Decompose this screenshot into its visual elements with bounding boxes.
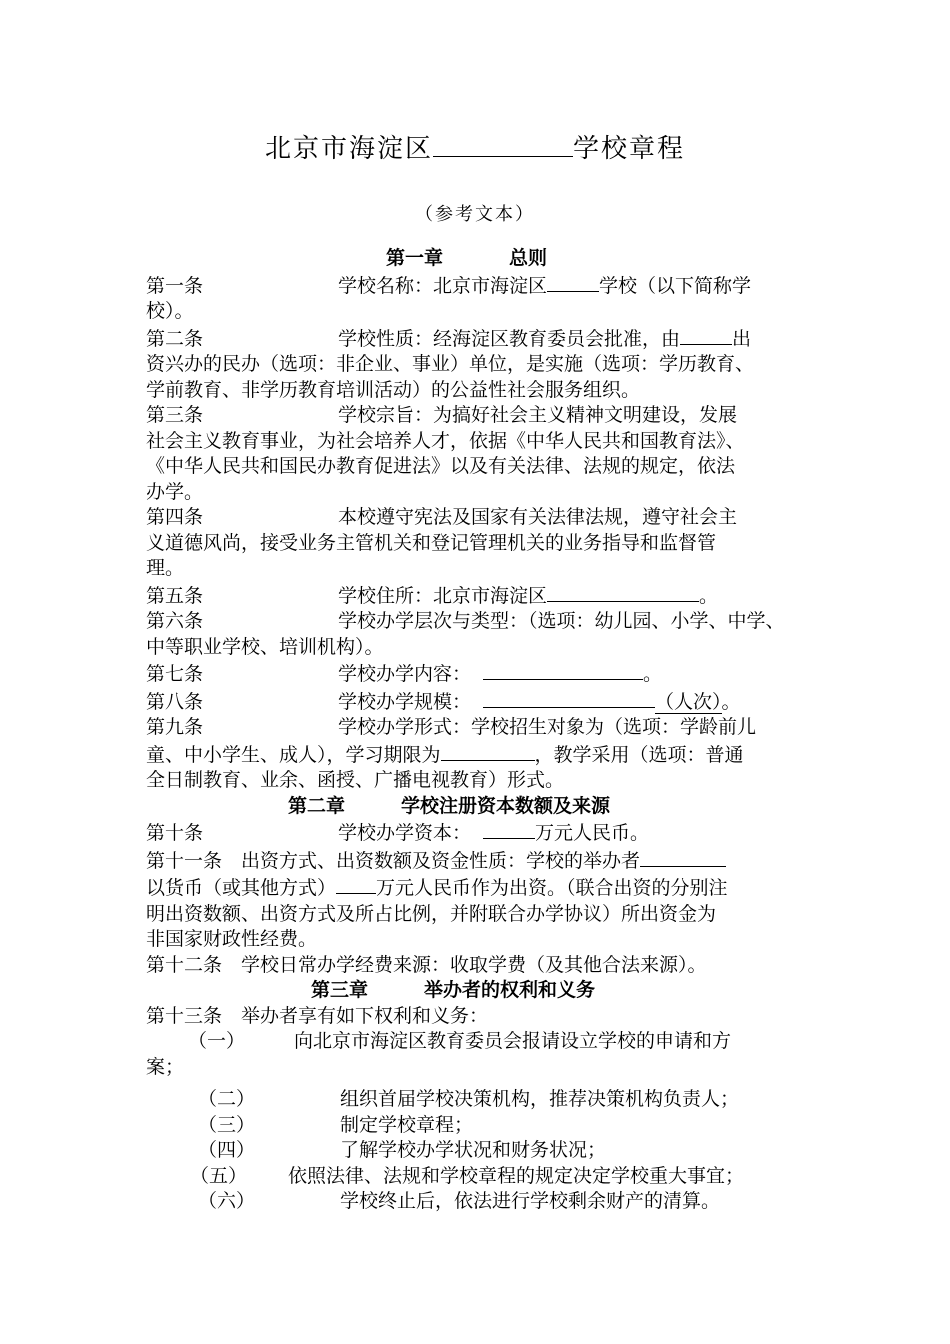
title-suffix: 学校章程 [573, 134, 686, 164]
article-10-text: 学校办学资本： [338, 822, 472, 844]
article-11-text-2b: 万元人民币作为出资。（联合出资的分别注 [376, 877, 728, 899]
article-1-text: 学校名称：北京市海淀区 [338, 274, 548, 297]
title-prefix: 北京市海淀区 [264, 134, 433, 164]
article-11-text-2a: 以货币（或其他方式） [146, 877, 337, 899]
item-text: 学校终止后，依法进行学校剩余财产的清算。 [340, 1190, 721, 1212]
article-9 [146, 715, 811, 741]
article-4 [146, 505, 811, 531]
address-blank [547, 582, 699, 602]
article-2-label: 第二条 [146, 327, 204, 350]
document-subtitle: （参考文本） [415, 204, 535, 225]
article-8-text: 学校办学规模： [338, 690, 472, 713]
article-9-text: 学校办学形式：学校招生对象为（选项：学龄前儿 [338, 716, 757, 738]
article-2-line-2: 资兴办的民办（选项：非企业、事业）单位，是实施（选项：学历教育、 [146, 353, 755, 375]
chapter-1-number: 第一章 [386, 247, 444, 269]
item-number: （四） [198, 1139, 256, 1161]
article-10 [146, 819, 811, 847]
article-3-line-3: 《中华人民共和国民办教育促进法》以及有关法律、法规的规定，依法 [146, 455, 736, 477]
article-11-line-3: 明出资数额、出资方式及所占比例，并附联合办学协议）所出资金为 [146, 902, 717, 925]
sponsor-blank [640, 847, 726, 867]
article-11-line-2 [146, 874, 811, 902]
article-3-line-2: 社会主义教育事业，为社会培养人才，依据《中华人民共和国教育法》、 [146, 429, 745, 452]
scale-blank [483, 688, 655, 708]
article-4-label: 第四条 [146, 506, 204, 528]
item-number: （五） [190, 1164, 248, 1187]
article-7 [146, 660, 811, 688]
article-1-line-2: 校）。 [146, 300, 194, 322]
chapter-3-heading [146, 978, 811, 1004]
article-13: 第十三条 举办者享有如下权利和义务： [146, 1004, 489, 1027]
article-2-text: 学校性质：经海淀区教育委员会批准，由 [338, 327, 681, 350]
chapter-2-name: 学校注册资本数额及来源 [401, 794, 611, 817]
scale-unit: （人次） [655, 690, 722, 713]
article-9-line-3: 全日制教育、业余、函授、广播电视教育）形式。 [146, 769, 565, 791]
article-4-line-3: 理。 [146, 557, 185, 579]
item-text: 了解学校办学状况和财务状况； [340, 1139, 607, 1161]
article-13-item-6 [146, 1189, 811, 1215]
article-9-text-2b: ，教学采用（选项：普通 [534, 743, 744, 766]
article-9-label: 第九条 [146, 716, 204, 738]
article-1-text-cont: 学校（以下简称学 [599, 274, 752, 297]
article-1-label: 第一条 [146, 274, 204, 297]
article-8-end: 。 [721, 690, 741, 713]
article-2-line-3: 学前教育、非学历教育培训活动）的公益性社会服务组织。 [146, 378, 641, 401]
blank [680, 325, 732, 345]
item-text: 向北京市海淀区教育委员会报请设立学校的申请和方 [294, 1030, 732, 1052]
item-text: 依照法律、法规和学校章程的规定决定学校重大事宜； [288, 1164, 745, 1187]
article-5 [146, 582, 811, 610]
chapter-1-heading [146, 246, 811, 272]
chapter-2-heading [146, 794, 811, 820]
blank [547, 272, 599, 292]
article-13-item-3 [146, 1113, 811, 1139]
article-2-text-cont: 出 [732, 327, 752, 350]
article-9-text-2a: 童、中小学生、成人），学习期限为 [146, 743, 441, 766]
article-3-line-4: 办学。 [146, 480, 204, 503]
article-2 [146, 325, 811, 353]
article-6 [146, 609, 811, 635]
article-3-text: 学校宗旨：为搞好社会主义精神文明建设，发展 [338, 404, 738, 426]
chapter-1-name: 总则 [509, 247, 548, 269]
article-4-line-2: 义道德风尚，接受业务主管机关和登记管理机关的业务指导和监督管 [146, 531, 717, 554]
article-4-text: 本校遵守宪法及国家有关法律法规，遵守社会主 [338, 506, 738, 528]
school-name-blank [433, 137, 573, 157]
document-title [0, 128, 950, 165]
amount-blank [336, 874, 376, 894]
article-5-text: 学校住所：北京市海淀区 [338, 584, 548, 607]
period-blank [441, 741, 535, 761]
article-11-text: 第十一条 出资方式、出资数额及资金性质：学校的举办者 [146, 849, 641, 872]
article-12: 第十二条 学校日常办学经费来源：收取学费（及其他合法来源）。 [146, 953, 707, 976]
item-number: （一） [188, 1030, 246, 1052]
article-5-end: 。 [699, 584, 719, 607]
item-number: （二） [198, 1088, 256, 1110]
capital-blank [483, 819, 535, 839]
item-text: 组织首届学校决策机构，推荐决策机构负责人； [340, 1088, 740, 1110]
item-number: （三） [198, 1113, 256, 1136]
article-8-label: 第八条 [146, 690, 204, 713]
article-7-label: 第七条 [146, 663, 204, 685]
article-7-text: 学校办学内容： [338, 663, 472, 685]
article-6-text: 学校办学层次与类型：（选项：幼儿园、小学、中学、 [338, 610, 785, 632]
article-6-label: 第六条 [146, 610, 204, 632]
article-10-text-cont: 万元人民币。 [535, 822, 650, 844]
item-number: （六） [198, 1190, 256, 1212]
article-13-item-1 [146, 1029, 811, 1055]
article-13-item-1-cont: 案； [146, 1055, 185, 1078]
article-13-item-4 [146, 1138, 811, 1164]
article-8 [146, 688, 811, 716]
chapter-3-name: 举办者的权利和义务 [424, 979, 596, 1001]
article-10-label: 第十条 [146, 822, 204, 844]
chapter-2-number: 第二章 [288, 794, 346, 817]
article-13-item-2 [146, 1087, 811, 1113]
article-11-line-4: 非国家财政性经费。 [146, 928, 318, 950]
article-11 [146, 847, 811, 875]
article-3 [146, 403, 811, 429]
item-text: 制定学校章程； [340, 1113, 474, 1136]
chapter-3-number: 第三章 [311, 979, 369, 1001]
article-13-item-5 [146, 1164, 811, 1190]
article-3-label: 第三条 [146, 404, 204, 426]
article-7-end: 。 [643, 663, 663, 685]
article-5-label: 第五条 [146, 584, 204, 607]
article-6-line-2: 中等职业学校、培训机构）。 [146, 635, 384, 658]
content-blank [483, 660, 643, 680]
article-9-line-2 [146, 741, 811, 769]
document-body [146, 246, 811, 1215]
article-1 [146, 272, 811, 300]
